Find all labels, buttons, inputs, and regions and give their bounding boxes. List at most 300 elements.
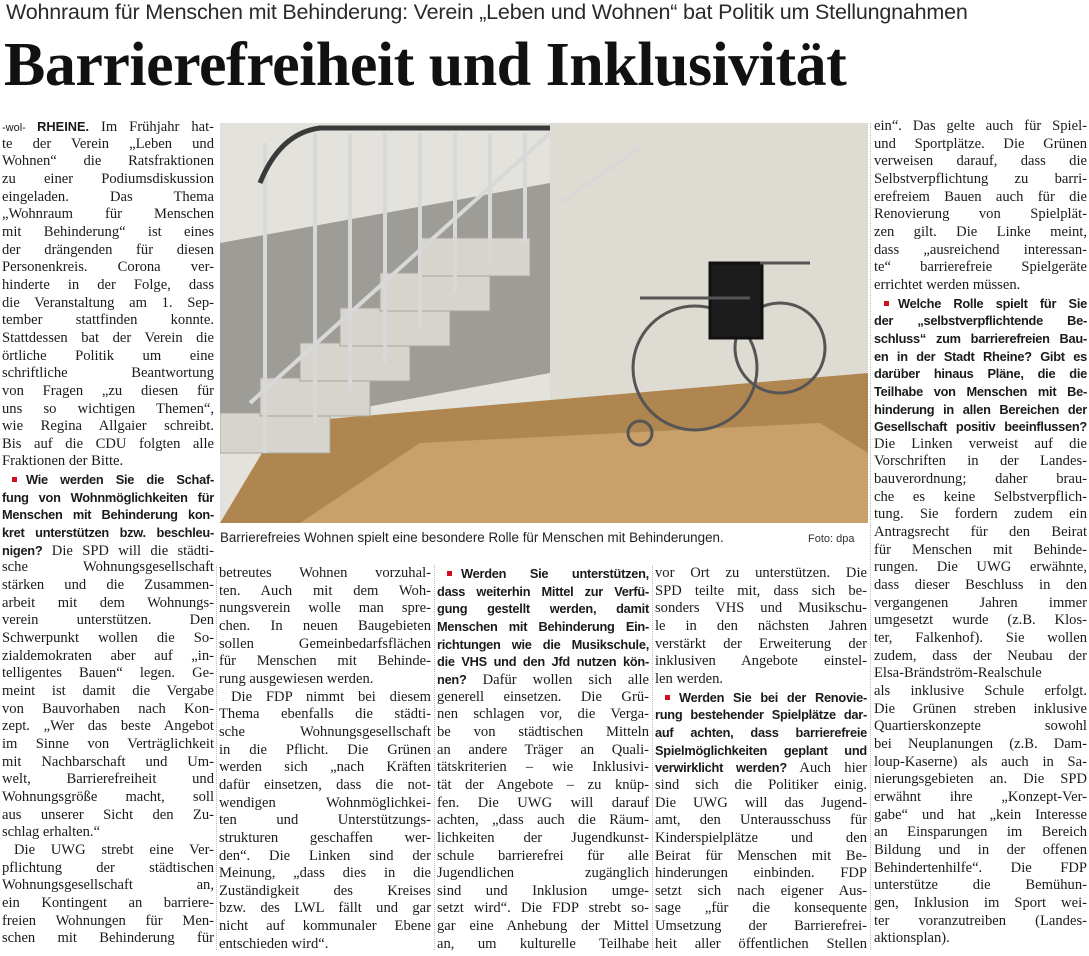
text-line <box>874 842 1087 860</box>
text-line <box>219 918 431 936</box>
text-line <box>437 600 649 618</box>
text-line <box>874 330 1087 348</box>
body-text: inklusiven Angebote einstel- <box>655 653 867 670</box>
text-line <box>874 436 1087 454</box>
text-line <box>874 224 1087 242</box>
body-text: lichkeiten der Jugendkunst- <box>437 829 649 846</box>
body-text: schule barrierefrei für alle <box>437 847 649 864</box>
text-line <box>2 259 214 277</box>
dateline-city: RHEINE. <box>37 119 90 134</box>
text-line <box>2 418 214 436</box>
body-text: dass dieser Beschluss in den <box>874 577 1087 594</box>
body-text: den“. Die Linken sind der <box>219 847 431 864</box>
body-text: und Sportplätze. Die Grünen <box>874 135 1087 152</box>
question-line <box>655 689 867 707</box>
body-text: rungen. Die UWG erwähnte, <box>874 559 1087 576</box>
text-line <box>874 153 1087 171</box>
body-text: im Sinne von Verträglichkeit <box>2 735 214 752</box>
body-text: tät der Angebote – zu knüp- <box>437 776 649 793</box>
body-text: zudem, dass der Neubau der <box>874 647 1087 664</box>
text-line <box>655 706 867 724</box>
text-line <box>2 136 214 154</box>
text-line <box>219 689 431 707</box>
text-line <box>655 583 867 601</box>
text-line <box>2 295 214 313</box>
question-text: Welche Rolle spielt für Sie <box>898 295 1087 311</box>
kicker: Wohnraum für Menschen mit Behinderung: Verein „Leben und Wohnen“ bat Politik um Stellungnahmen <box>6 0 968 24</box>
body-text: arbeit mit dem Wohnungs- <box>2 594 214 611</box>
question-text: auf achten, dass barrierefreie <box>655 724 867 740</box>
text-line <box>874 577 1087 595</box>
text-line <box>437 724 649 742</box>
text-line <box>2 842 214 860</box>
text-line <box>2 754 214 772</box>
body-text: unterstütze die Bemühun- <box>874 877 1087 894</box>
body-text: ein“. Das gelte auch für Spiel- <box>874 118 1087 134</box>
body-text: Die Grünen streben inklusive <box>874 700 1087 717</box>
text-line <box>874 542 1087 560</box>
question-text: Menschen mit Behinderung Ein- <box>437 618 649 634</box>
body-text: entschieden wird“. <box>219 935 329 952</box>
body-text: gar eine Anhebung der Mittel <box>437 918 649 935</box>
text-line <box>2 118 214 136</box>
body-text: an, um kulturelle Teilhabe <box>437 935 649 952</box>
body-text: zialdemokraten aber auf „in- <box>2 647 214 664</box>
text-line <box>2 895 214 913</box>
text-line <box>437 653 649 671</box>
text-line <box>874 789 1087 807</box>
body-text: Im Frühjahr hat- <box>89 119 215 135</box>
text-line <box>219 936 431 954</box>
body-text: Zuständigkeit des Kreises <box>219 882 431 899</box>
text-line <box>219 883 431 901</box>
body-text: stärken und die Zusammen- <box>2 577 214 594</box>
text-line <box>874 171 1087 189</box>
body-text: gen, Inklusion im Sport wei- <box>874 894 1087 911</box>
text-line <box>655 936 867 954</box>
text-line <box>874 136 1087 154</box>
text-line <box>437 618 649 636</box>
text-line <box>655 848 867 866</box>
text-line <box>219 759 431 777</box>
body-text: che es keine Selbstverpflich- <box>874 488 1087 505</box>
body-text: als inklusive Schule erfolgt. <box>874 683 1087 699</box>
body-text: Die UWG strebt eine Ver- <box>14 841 214 858</box>
question-text: Wie werden Sie die Schaf- <box>26 472 214 488</box>
text-line <box>874 718 1087 736</box>
column-rule <box>216 565 217 950</box>
body-text: hinderungen einbinden. FDP <box>655 865 867 882</box>
body-text: von Fragen „zu diesen für <box>2 382 214 399</box>
text-line <box>2 683 214 701</box>
body-text: rung ausgewiesen werden. <box>219 670 374 687</box>
body-text: nicht auf kommunaler Ebene <box>219 918 431 935</box>
text-line <box>2 771 214 789</box>
text-line <box>874 701 1087 719</box>
text-line <box>2 524 214 542</box>
text-line <box>874 383 1087 401</box>
text-line <box>874 506 1087 524</box>
question-line <box>874 295 1087 313</box>
text-line <box>2 206 214 224</box>
body-text: Die FDP nimmt bei diesem <box>231 688 431 705</box>
text-line <box>874 471 1087 489</box>
text-line <box>2 453 214 471</box>
text-line <box>874 930 1087 948</box>
body-text: Antragsrecht für den Beirat <box>874 524 1087 541</box>
text-line <box>219 565 431 583</box>
question-line <box>437 565 649 583</box>
text-line <box>655 636 867 654</box>
text-line <box>2 436 214 454</box>
body-text: telligentes Bauen“ legen. Ge- <box>2 665 214 682</box>
question-text: die VHS und den Jfd nutzen kön- <box>437 654 649 670</box>
body-text: Beirat für Menschen mit Be- <box>655 847 867 864</box>
text-line <box>655 565 867 583</box>
question-text: schluss“ zum barrierefreien Bau- <box>874 330 1087 346</box>
text-line <box>655 671 867 689</box>
body-text: für Menschen mit Behinde- <box>219 653 431 670</box>
text-line <box>874 559 1087 577</box>
body-text: dafür einsetzen, dass die not- <box>219 776 431 793</box>
text-line <box>2 701 214 719</box>
red-square-bullet-icon <box>447 571 452 576</box>
text-line <box>219 671 431 689</box>
text-line <box>219 812 431 830</box>
text-line <box>655 777 867 795</box>
question-text: darüber hinaus Pläne, die die <box>874 366 1087 382</box>
body-text: in die Pflicht. Die Grünen <box>219 741 431 758</box>
body-text: Kinderspielplätze und den <box>655 829 867 846</box>
question-text: nen? <box>437 671 467 687</box>
text-line <box>437 795 649 813</box>
text-line <box>2 542 214 560</box>
text-line <box>874 206 1087 224</box>
body-text: Vorschriften in der Landes- <box>874 453 1087 470</box>
question-text: rung bestehender Spielplätze dar- <box>655 707 867 723</box>
question-text: kret unterstützen bzw. beschleu- <box>2 525 214 541</box>
text-line <box>219 600 431 618</box>
text-line <box>655 724 867 742</box>
text-line <box>437 936 649 954</box>
text-line <box>2 807 214 825</box>
text-line <box>219 636 431 654</box>
body-text: betreutes Wohnen vorzuhal- <box>219 565 431 581</box>
text-line <box>219 848 431 866</box>
body-text: mit Behinderung“ ist eines <box>2 223 214 240</box>
body-text: erefreiem Bauen auch für die <box>874 188 1087 205</box>
text-line <box>2 877 214 895</box>
body-text: Renovierung von Spielplät- <box>874 206 1087 223</box>
article-column-1 <box>2 118 214 948</box>
photo-stairs-wheelchair <box>220 123 868 523</box>
question-text: der „selbstverpflichtende Be- <box>874 313 1087 329</box>
body-text: tätskriterien – wie Inklusivi- <box>437 759 649 776</box>
column-rule <box>870 123 871 950</box>
body-text: verein unterstützen. Den <box>2 612 214 629</box>
text-line <box>874 401 1087 419</box>
text-line <box>219 724 431 742</box>
body-text: Personenkreis. Corona ver- <box>2 259 214 276</box>
body-text: Wohnungsgröße macht, soll <box>2 788 214 805</box>
text-line <box>874 242 1087 260</box>
text-line <box>2 171 214 189</box>
headline: Barrierefreiheit und Inklusivität <box>4 31 847 99</box>
text-line <box>874 612 1087 630</box>
body-text: zu einer Podiumsdiskussion <box>2 170 214 187</box>
body-text: ter voranzutreiben (Landes- <box>874 912 1087 929</box>
body-text: Bis auf die CDU folgten alle <box>2 435 214 452</box>
body-text: Stattdessen bat der Verein die <box>2 329 214 346</box>
body-text: an andere Träger an Quali- <box>437 741 649 758</box>
body-text: sind sich die Politiker einig. <box>655 776 867 793</box>
question-text: Werden Sie unterstützen, <box>461 566 649 581</box>
text-line <box>2 736 214 754</box>
text-line <box>655 618 867 636</box>
body-text: Behindertenhilfe“. Die FDP <box>874 859 1087 876</box>
text-line <box>437 689 649 707</box>
column-rule <box>652 565 653 950</box>
text-line <box>874 118 1087 136</box>
body-text: „Wohnraum für Menschen <box>2 206 214 223</box>
text-line <box>874 489 1087 507</box>
text-line <box>2 224 214 242</box>
body-text: eingeladen. Das Thema <box>2 188 214 205</box>
text-line <box>655 830 867 848</box>
question-text: fung von Wohnmöglichkeiten für <box>2 489 214 505</box>
body-text: an Einsparungen im Bereich <box>874 824 1087 841</box>
body-text: tung. Sie fordern zudem ein <box>874 506 1087 523</box>
body-text: gabe“ und hat „kein Interesse <box>874 806 1087 823</box>
text-line <box>2 277 214 295</box>
text-line <box>219 653 431 671</box>
text-line <box>2 665 214 683</box>
text-line <box>437 848 649 866</box>
text-line <box>219 706 431 724</box>
body-text: Die SPD will die städti- <box>42 542 214 559</box>
text-line <box>2 630 214 648</box>
text-line <box>437 706 649 724</box>
text-line <box>874 754 1087 772</box>
question-text: Teilhabe von Menschen mit Be- <box>874 383 1087 399</box>
body-text: die Veranstaltung am 1. Sep- <box>2 294 214 311</box>
body-text: sollen Gemeinbedarfsflächen <box>219 635 431 652</box>
text-line <box>655 653 867 671</box>
text-line <box>874 913 1087 931</box>
text-line <box>2 860 214 878</box>
body-text: Wohnen“ die Ratsfraktionen <box>2 153 214 170</box>
red-square-bullet-icon <box>665 695 670 700</box>
body-text: mit Nachbarschaft und Um- <box>2 753 214 770</box>
question-line <box>2 471 214 489</box>
body-text: zept. „Wer das beste Angebot <box>2 718 214 735</box>
body-text: Elsa-Brändström-Realschule <box>874 665 1042 682</box>
text-line <box>874 648 1087 666</box>
body-text: Die Linken verweist auf die <box>874 435 1087 452</box>
body-text: te“ barrierefreie Spielgeräte <box>874 259 1087 276</box>
photo-illustration <box>220 123 868 523</box>
text-line <box>437 742 649 760</box>
text-line <box>874 877 1087 895</box>
body-text: schlag erhalten.“ <box>2 824 101 841</box>
body-text: freien Wohnungen für Men- <box>2 912 214 929</box>
text-line <box>874 860 1087 878</box>
text-line <box>2 348 214 366</box>
text-line <box>2 559 214 577</box>
text-line <box>874 824 1087 842</box>
question-text: verwirklicht werden? <box>655 760 787 776</box>
body-text: der drängenden für diesen <box>2 241 214 258</box>
text-line <box>219 900 431 918</box>
body-text: ter, Falkenhof). Sie wollen <box>874 630 1087 647</box>
text-line <box>2 506 214 524</box>
body-text: ein Kontingent an barriere- <box>2 894 214 911</box>
text-line <box>437 830 649 848</box>
text-line <box>655 812 867 830</box>
body-text: Die UWG will das Jugend- <box>655 794 867 811</box>
text-line <box>2 612 214 630</box>
text-line <box>655 865 867 883</box>
question-text: dass weiterhin Mittel zur Verfü- <box>437 583 649 599</box>
body-text: loup-Kaserne) als auch in Sa- <box>874 753 1087 770</box>
dateline-author: -wol- <box>2 122 38 134</box>
text-line <box>2 401 214 419</box>
body-text: Selbstverpflichtung zu barri- <box>874 170 1087 187</box>
body-text: für Menschen mit Behinde- <box>874 541 1087 558</box>
text-line <box>437 759 649 777</box>
body-text: vor Ort zu unterstützen. Die <box>655 565 867 581</box>
text-line <box>874 895 1087 913</box>
body-text: Fraktionen der Bitte. <box>2 453 124 470</box>
body-text: von Bauvorhaben nach Kon- <box>2 700 214 717</box>
body-text: aktionsplan). <box>874 930 950 947</box>
body-text: wendigen Wohnmöglichkei- <box>219 794 431 811</box>
text-line <box>2 383 214 401</box>
text-line <box>2 930 214 948</box>
body-text: fen. Die UWG will darauf <box>437 794 649 811</box>
body-text: nen schlagen vor, die Verga- <box>437 706 649 723</box>
text-line <box>437 777 649 795</box>
body-text: dass „ausreichend interessan- <box>874 241 1087 258</box>
body-text: ten und Unterstützungs- <box>219 812 431 829</box>
body-text: verstärkt der Erweiterung der <box>655 635 867 652</box>
body-text: wie Regina Allgaier schreibt. <box>2 418 214 435</box>
body-text: errichtet werden müssen. <box>874 276 1021 293</box>
body-text: SPD teilte mit, dass sich be- <box>655 582 867 599</box>
text-line <box>219 742 431 760</box>
body-text: le in den nächsten Jahren <box>655 617 867 634</box>
text-line <box>874 630 1087 648</box>
body-text: Auch hier <box>786 760 867 777</box>
body-text: be von städtischen Mitteln <box>437 723 649 740</box>
body-text: örtliche Politik um eine <box>2 347 214 364</box>
body-text: chen. In neuen Baugebieten <box>219 617 431 634</box>
question-text: en in der Stadt Rheine? Gibt es <box>874 348 1087 364</box>
text-line <box>2 189 214 207</box>
text-line <box>655 600 867 618</box>
body-text: Jugendlichen zugänglich <box>437 865 649 882</box>
question-text: richtungen wie die Musikschule, <box>437 636 649 652</box>
body-text: generell einsetzen. Die Grü- <box>437 688 649 705</box>
body-text: tember stattfinden konnte. <box>2 312 214 329</box>
body-text: verweisen darauf, dass die <box>874 153 1087 170</box>
body-text: meint ist damit die Vergabe <box>2 683 214 699</box>
body-text: aus unserer Sicht den Zu- <box>2 806 214 823</box>
body-text: bei Neuplanungen (z.B. Dam- <box>874 735 1087 752</box>
text-line <box>219 777 431 795</box>
text-line <box>655 900 867 918</box>
text-line <box>437 583 649 601</box>
text-line <box>874 736 1087 754</box>
text-line <box>2 153 214 171</box>
text-line <box>874 259 1087 277</box>
text-line <box>655 883 867 901</box>
text-line <box>2 330 214 348</box>
text-line <box>874 312 1087 330</box>
body-text: sche Wohnungsgesellschaft <box>2 559 214 576</box>
text-line <box>437 918 649 936</box>
text-line <box>874 683 1087 701</box>
body-text: Schwerpunkt wollen die So- <box>2 630 214 647</box>
text-line <box>219 865 431 883</box>
body-text: len werden. <box>655 670 724 687</box>
body-text: sonders VHS und Musikschu- <box>655 600 867 617</box>
text-line <box>874 665 1087 683</box>
article-column-5 <box>874 118 1087 948</box>
body-text: zen gilt. Die Linke meint, <box>874 223 1087 240</box>
question-text: Werden Sie bei der Renovie- <box>679 689 867 705</box>
body-text: hinderte in der Folge, dass <box>2 276 214 293</box>
body-text: schen mit Behinderung für <box>2 930 214 947</box>
body-text: amt, den Unterausschuss für <box>655 812 867 829</box>
text-line <box>874 348 1087 366</box>
text-line <box>874 277 1087 295</box>
question-text: Menschen mit Behinderung kon- <box>2 507 214 523</box>
question-text: gung gestellt werden, damit <box>437 601 649 617</box>
body-text: achten, „dass auch die Räum- <box>437 812 649 829</box>
body-text: vergangenen Jahren immer <box>874 594 1087 611</box>
body-text: Quartierskonzepte sowohl <box>874 718 1087 735</box>
body-text: ten. Auch mit dem Woh- <box>219 582 431 599</box>
text-line <box>655 759 867 777</box>
text-line <box>874 189 1087 207</box>
text-line <box>437 812 649 830</box>
text-line <box>874 807 1087 825</box>
body-text: bauverordnung; daher brau- <box>874 471 1087 488</box>
column-rule <box>434 565 435 950</box>
body-text: heit aller öffentlichen Stellen <box>655 935 867 952</box>
text-line <box>2 913 214 931</box>
body-text: welt, Barrierefreiheit und <box>2 771 214 788</box>
body-text: werden sich „nach Kräften <box>219 759 431 776</box>
body-text: bzw. des LWL fällt und gar <box>219 900 431 917</box>
text-line <box>219 618 431 636</box>
body-text: pflichtung der städtischen <box>2 859 214 876</box>
text-line <box>2 365 214 383</box>
article-column-4 <box>655 565 867 953</box>
article-column-2 <box>219 565 431 953</box>
photo-caption: Barrierefreies Wohnen spielt eine besondere Rolle für Menschen mit Behinderungen. <box>220 530 724 545</box>
body-text: umgesetzt wurde (z.B. Klos- <box>874 612 1087 629</box>
text-line <box>2 718 214 736</box>
text-line <box>219 830 431 848</box>
text-line <box>874 524 1087 542</box>
text-line <box>2 242 214 260</box>
text-line <box>2 595 214 613</box>
body-text: nierungsgebieten an. Die SPD <box>874 771 1087 788</box>
text-line <box>874 595 1087 613</box>
body-text: strukturen geschaffen wer- <box>219 829 431 846</box>
